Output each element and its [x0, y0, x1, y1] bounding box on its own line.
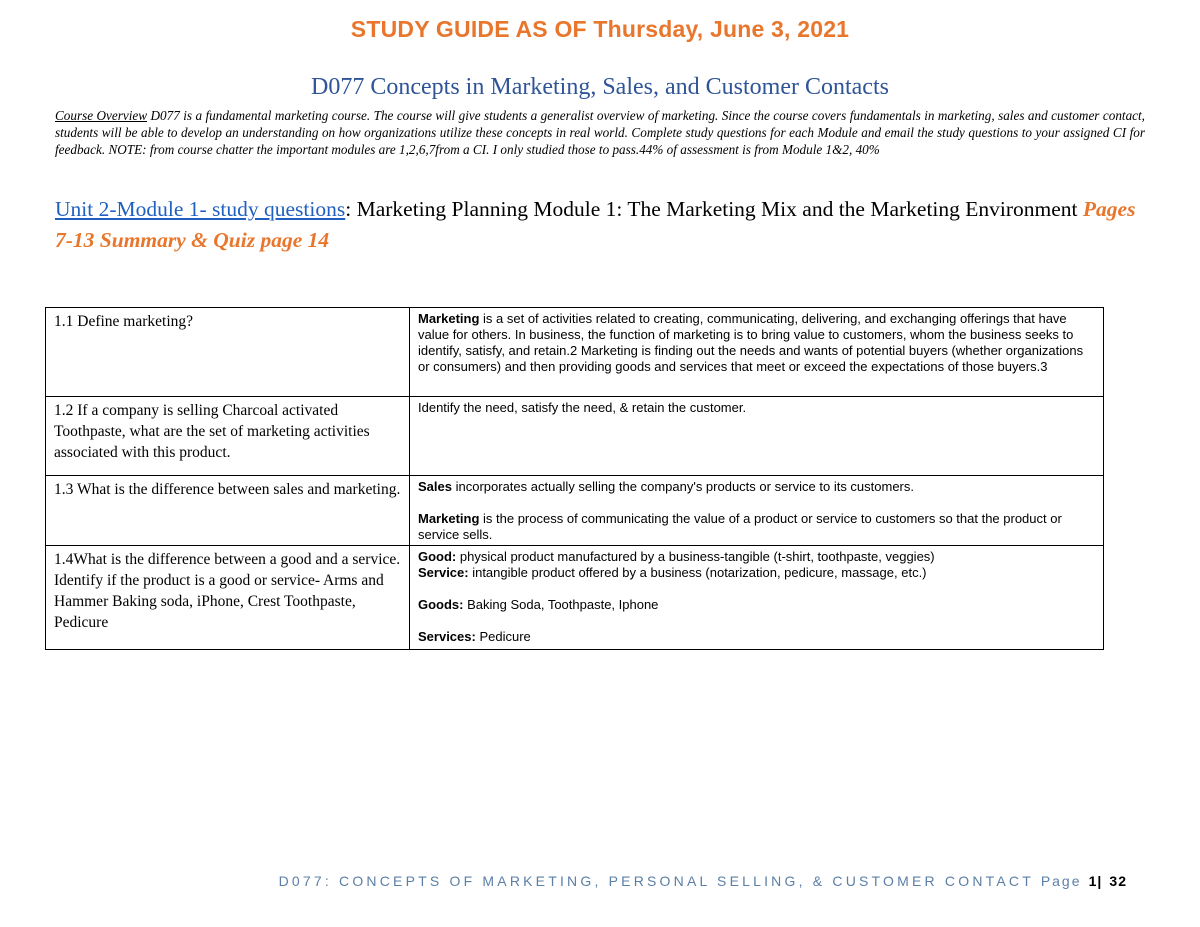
answer-paragraph	[418, 479, 1097, 495]
answer-term: Services:	[418, 629, 476, 644]
answer-text: is a set of activities related to creating, communicating, delivering, and exchanging offerings that have value for others. In business, the function of marketing is to bring value to customers, whom the business seeks to identify, satisfy, and retain.2 Marketing is finding out the needs and wants of potential buyers (whether organizations or consumers) and then providing goods and services that meet or exceed the expectations of those buyers.3	[418, 311, 1084, 374]
question-cell: 1.4What is the difference between a good and a service. Identify if the product is a good or service- Arms and Hammer Baking soda, iPhone, Crest Toothpaste, Pedicure	[46, 546, 410, 650]
answer-paragraph	[418, 597, 1097, 613]
footer-page-word: Page	[1040, 873, 1082, 889]
study-guide-banner: STUDY GUIDE AS OF Thursday, June 3, 2021	[350, 16, 850, 42]
study-questions-table	[45, 307, 1104, 650]
answer-cell	[410, 397, 1104, 476]
table-row	[46, 397, 1104, 476]
unit-title: : Marketing Planning Module 1: The Marketing Mix and the Marketing Environment	[345, 197, 1083, 221]
course-title: D077 Concepts in Marketing, Sales, and Customer Contacts	[311, 74, 889, 100]
answer-paragraph	[418, 311, 1097, 375]
answer-term: Sales	[418, 479, 452, 494]
answer-text: Identify the need, satisfy the need, & retain the customer.	[418, 400, 747, 415]
answer-cell	[410, 308, 1104, 397]
answer-text: intangible product offered by a business (notarization, pedicure, massage, etc.)	[468, 565, 927, 580]
question-cell: 1.1 Define marketing?	[46, 308, 410, 397]
table-row	[46, 476, 1104, 546]
answer-cell	[410, 476, 1104, 546]
footer-page-number: 1	[1088, 873, 1098, 889]
unit-link[interactable]: Unit 2-Module 1- study questions	[55, 197, 346, 221]
table-row	[46, 546, 1104, 650]
table-row	[46, 308, 1104, 397]
answer-paragraph	[418, 629, 1097, 645]
answer-text: Baking Soda, Toothpaste, Iphone	[463, 597, 659, 612]
overview-text: D077 is a fundamental marketing course. The course will give students a generalist overview of marketing. Since the course covers fundamentals in marketing, sales and customer contact, students will be able to develop an understanding on how organizations utilize these concepts in real world. Complete study questions for each Module and email the study questions to your assigned CI for feedback. NOTE: from course chatter the important modules are 1,2,6,7from a CI. I only studied those to pass.44% of assessment is from Module 1&2, 40%	[55, 108, 1145, 157]
unit-heading	[55, 194, 1145, 256]
overview-label: Course Overview	[55, 108, 148, 123]
answer-paragraph	[418, 549, 1097, 565]
answer-text: incorporates actually selling the company's products or service to its customers.	[451, 479, 914, 494]
answer-paragraph	[418, 400, 1097, 416]
answer-term: Marketing	[418, 311, 480, 326]
answer-paragraph	[418, 565, 1097, 581]
answer-term: Service:	[418, 565, 469, 580]
answer-cell	[410, 546, 1104, 650]
course-overview	[55, 107, 1145, 158]
unit-pages: Pages 7-13 Summary & Quiz page 14	[55, 197, 1136, 252]
footer-page-total: 32	[1109, 873, 1127, 889]
answer-paragraph	[418, 511, 1097, 543]
question-cell: 1.3 What is the difference between sales and marketing.	[46, 476, 410, 546]
answer-term: Marketing	[418, 511, 480, 526]
answer-text: physical product manufactured by a business-tangible (t-shirt, toothpaste, veggies)	[456, 549, 935, 564]
question-cell: 1.2 If a company is selling Charcoal activated Toothpaste, what are the set of marketing activities associated with this product.	[46, 397, 410, 476]
answer-text: is the process of communicating the value of a product or service to customers so that the product or service sells.	[418, 511, 1062, 542]
page-footer	[0, 873, 1127, 889]
answer-term: Goods:	[418, 597, 464, 612]
answer-text: Pedicure	[475, 629, 531, 644]
footer-course: D077: CONCEPTS OF MARKETING, PERSONAL SELLING, & CUSTOMER CONTACT	[278, 873, 1034, 889]
footer-separator: |	[1097, 873, 1103, 889]
answer-term: Good:	[418, 549, 457, 564]
